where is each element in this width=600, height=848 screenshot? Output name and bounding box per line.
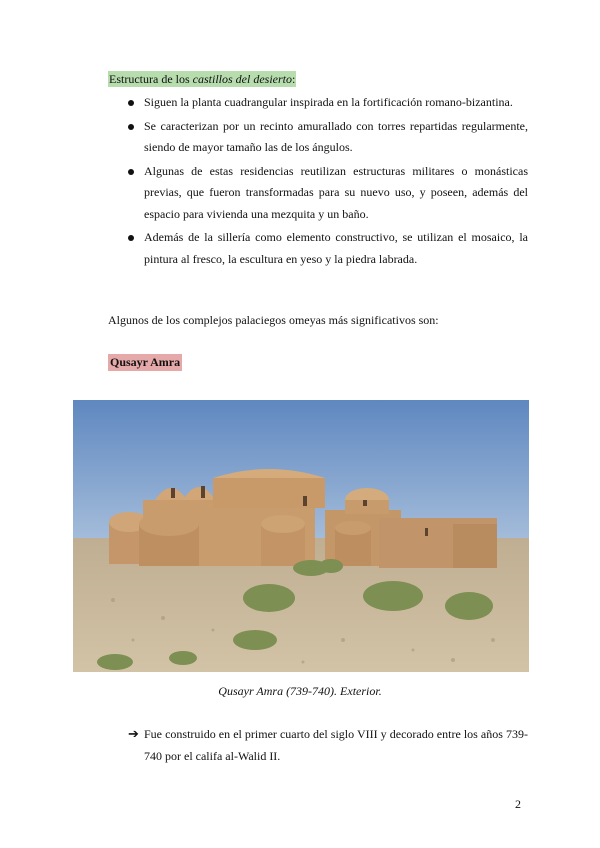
arrow-list-item: [128, 723, 528, 767]
section-heading: [108, 71, 296, 87]
list-item-text: Siguen la planta cuadrangular inspirada en la fortificación romano-bizantina.: [144, 95, 513, 109]
bullet-list: [108, 92, 528, 272]
bullet-icon: [128, 100, 134, 106]
list-item: [108, 116, 528, 159]
list-item-text: Se caracterizan por un recinto amurallado con torres repartidas regularmente, siendo de mayor tamaño las de los ángulos.: [144, 118, 528, 154]
photo-caption: Qusayr Amra (739-740). Exterior.: [218, 684, 382, 698]
list-item: [108, 161, 528, 226]
intro-paragraph: Algunos de los complejos palaciegos omeyas más significativos son:: [108, 313, 439, 327]
list-item: [108, 227, 528, 270]
right-arrow-icon: ➔: [128, 726, 139, 741]
list-item: [108, 92, 528, 114]
heading-emphasis: castillos del desierto: [192, 72, 292, 86]
bullet-icon: [128, 169, 134, 175]
list-item-text: Algunas de estas residencias reutilizan estructuras militares o monásticas previas, que fueron transformadas para su nuevo uso, y poseen, además del espacio para vivienda una mezquita y un baño.: [144, 163, 528, 221]
list-item-text: Además de la sillería como elemento constructivo, se utilizan el mosaico, la pintura al fresco, la escultura en yeso y la piedra labrada.: [144, 230, 528, 266]
bullet-icon: [128, 235, 134, 241]
bullet-icon: [128, 124, 134, 130]
arrow-item-text: Fue construido en el primer cuarto del siglo VIII y decorado entre los años 739-740 por el califa al-Walid II.: [144, 727, 528, 763]
heading-prefix: Estructura de los: [109, 72, 193, 86]
heading-suffix: :: [291, 72, 296, 86]
photo-illustration: [73, 400, 529, 672]
photo-qusayr-amra: [73, 400, 529, 672]
page-number: 2: [515, 797, 521, 811]
site-title: Qusayr Amra: [110, 355, 181, 369]
